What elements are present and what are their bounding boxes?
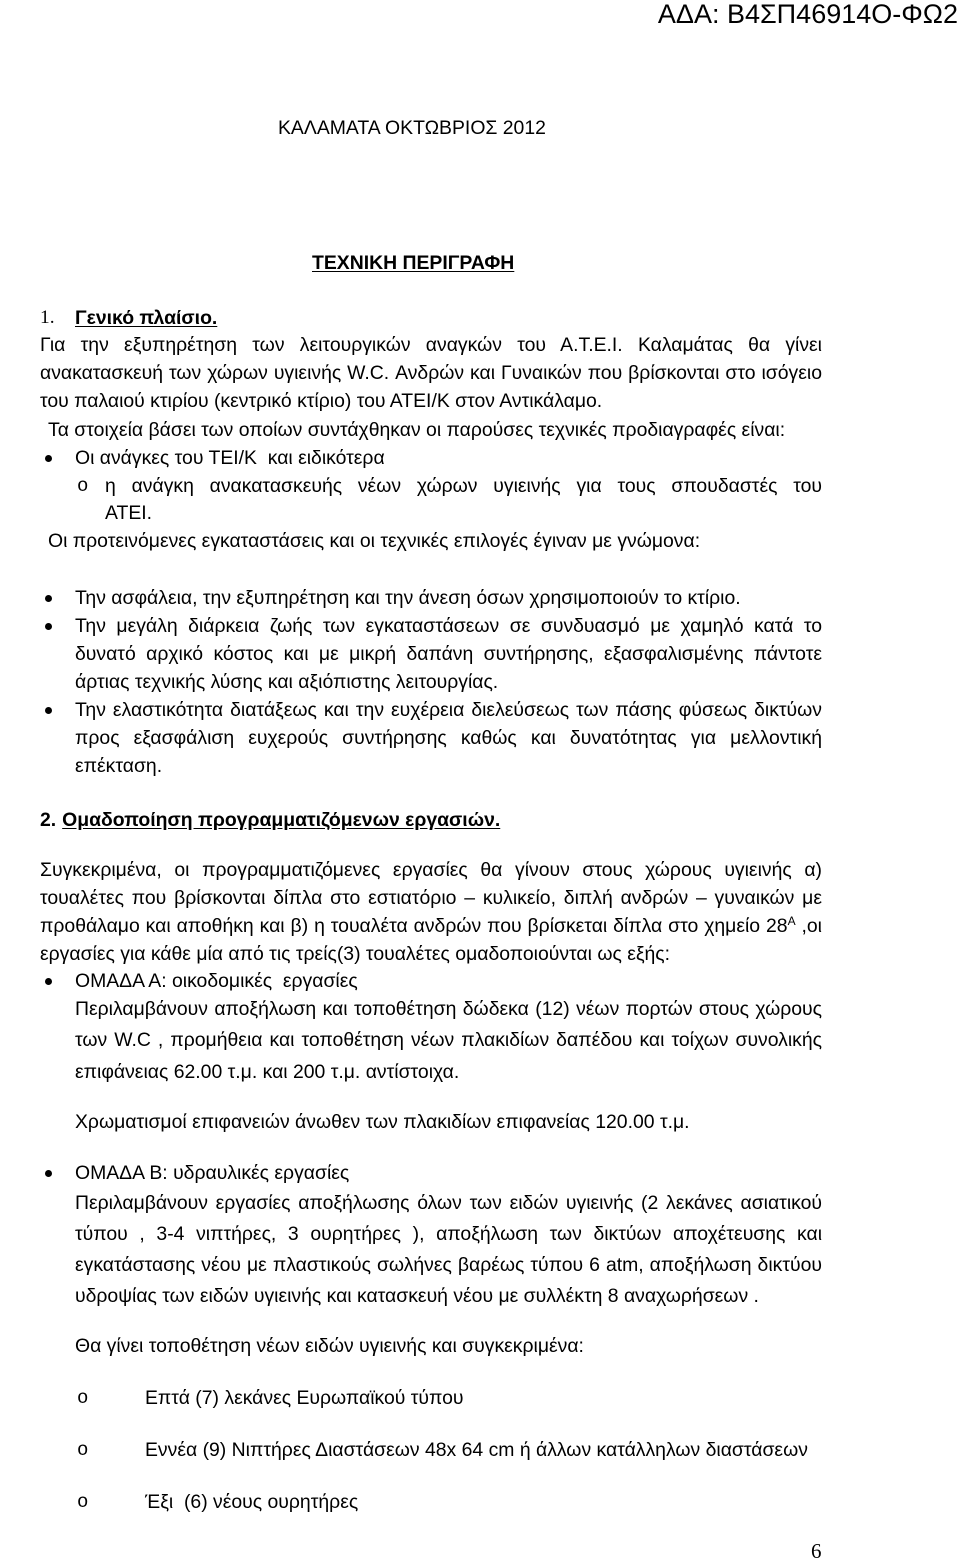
- list-marker: o: [77, 1439, 89, 1461]
- paragraph-line: του παλαιού κτιρίου (κεντρικό κτίριο) του ΑΤΕΙ/Κ στον Αντικάλαμο.: [40, 390, 603, 412]
- section-2-heading: Ομαδοποίηση προγραμματιζόμενων εργασιών.: [62, 809, 501, 831]
- paragraph-line: Για την εξυπηρέτηση των λειτουργικών αναγκών του Α.Τ.Ε.Ι. Καλαμάτας θα γίνει: [40, 334, 822, 356]
- place-date: ΚΑΛΑΜΑΤΑ ΟΚΤΩΒΡΙΟΣ 2012: [278, 117, 546, 139]
- superscript: Α: [787, 914, 796, 928]
- paragraph-line: ανακατασκευή των χώρων υγιεινής W.C. Ανδρών και Γυναικών που βρίσκονται στο ισόγειο: [40, 362, 822, 384]
- fixture-item: Έξι (6) νέους ουρητήρες: [145, 1491, 359, 1513]
- needs-item: Οι ανάγκες του ΤΕΙ/Κ και ειδικότερα: [75, 447, 385, 469]
- group-a-line: επιφάνειας 62.00 τ.μ. και 200 τ.μ. αντίστοιχα.: [75, 1061, 460, 1083]
- bullet-icon: [45, 707, 52, 714]
- group-b-line: υδροψίας των ειδών υγιεινής και κατασκευή νέου με συλλέκτη 8 αναχωρήσεων .: [75, 1285, 759, 1307]
- criteria-item-line: Την μεγάλη διάρκεια ζωής των εγκαταστάσεων σε συνδυασμό με χαμηλό κατά το: [75, 615, 822, 637]
- fixtures-lead: Θα γίνει τοποθέτηση νέων ειδών υγιεινής και συγκεκριμένα:: [75, 1335, 584, 1357]
- criteria-item-line: προς εξασφάλιση ευχερούς συντήρησης καθώς και δυνατότητας για μελλοντική: [75, 727, 822, 749]
- fixture-item: Επτά (7) λεκάνες Ευρωπαϊκού τύπου: [145, 1387, 464, 1409]
- group-b-line: Περιλαμβάνουν εργασίες αποξήλωσης όλων των ειδών υγιεινής (2 λεκάνες ασιατικού: [75, 1192, 822, 1214]
- paragraph-line: εργασίες για κάθε μία από τις τρείς(3) τουαλέτες ομαδοποιούνται ως εξής:: [40, 943, 671, 965]
- group-a-line: των W.C , προμήθεια και τοποθέτηση νέων πλακιδίων δαπέδου και τοίχων συνολικής: [75, 1029, 822, 1051]
- group-b-line: τύπου , 3-4 νιπτήρες, 3 ουρητήρες ), αποξήλωση των δικτύων αποχέτευσης και: [75, 1223, 822, 1245]
- bullet-icon: [45, 1170, 52, 1177]
- paragraph-line: [40, 912, 822, 940]
- list-marker: o: [77, 475, 89, 497]
- group-a-painting: Χρωματισμοί επιφανειών άνωθεν των πλακιδίων επιφανείας 120.00 τ.μ.: [75, 1111, 690, 1133]
- paragraph-line: τουαλέτες που βρίσκονται δίπλα στο εστιατόριο – κυλικείο, διπλή ανδρών – γυναικών με: [40, 887, 822, 909]
- bullet-icon: [45, 978, 52, 985]
- bullet-icon: [45, 623, 52, 630]
- page-number: 6: [811, 1539, 822, 1563]
- bullet-icon: [45, 595, 52, 602]
- list-marker: o: [77, 1387, 89, 1409]
- paragraph-text: ,οι: [795, 915, 822, 937]
- paragraph-line: Συγκεκριμένα, οι προγραμματιζόμενες εργασίες θα γίνουν στους χώρους υγιεινής α): [40, 859, 822, 881]
- document-title: ΤΕΧΝΙΚΗ ΠΕΡΙΓΡΑΦΗ: [312, 252, 515, 274]
- ada-code: ΑΔΑ: Β4ΣΠ46914Ο-ΦΩ2: [657, 0, 958, 29]
- group-a-title: ΟΜΑΔΑ Α: οικοδομικές εργασίες: [75, 970, 358, 992]
- needs-subitem-line: η ανάγκη ανακατασκευής νέων χώρων υγιεινής για τους σπουδαστές του: [105, 475, 822, 497]
- list-marker: o: [77, 1491, 89, 1513]
- criteria-item-line: άρτιας τεχνικής λύσης και αξιόπιστης λειτουργίας.: [75, 671, 499, 693]
- criteria-item-line: δυνατό αρχικό κόστος και με μικρή δαπάνη συντήρησης, εξασφαλισμένης πάντοτε: [75, 643, 822, 665]
- criteria-lead: Οι προτεινόμενες εγκαταστάσεις και οι τεχνικές επιλογές έγιναν με γνώμονα:: [48, 530, 701, 552]
- criteria-item-line: Την ασφάλεια, την εξυπηρέτηση και την άνεση όσων χρησιμοποιούν το κτίριο.: [75, 587, 741, 609]
- section-2-number: 2.: [40, 809, 57, 831]
- criteria-item-line: Την ελαστικότητα διατάξεως και την ευχέρεια διελεύσεως των πάσης φύσεως δικτύων: [75, 699, 822, 721]
- needs-subitem-line: ΑΤΕΙ.: [105, 502, 153, 524]
- section-1-heading: Γενικό πλαίσιο.: [75, 307, 218, 329]
- section-2-heading-row: [40, 806, 500, 834]
- group-b-line: εγκατάστασης νέου με πλαστικούς σωλήνες βαρέως τύπου 6 atm, αποξήλωση δικτύου: [75, 1254, 822, 1276]
- group-b-title: ΟΜΑΔΑ Β: υδραυλικές εργασίες: [75, 1162, 350, 1184]
- bullet-icon: [45, 455, 52, 462]
- paragraph-text: προθάλαμο και αποθήκη και β) η τουαλέτα ανδρών που βρίσκεται δίπλα στο χημείο 28: [40, 915, 788, 937]
- criteria-item-line: επέκταση.: [75, 755, 163, 777]
- section-1-number: 1.: [40, 307, 55, 328]
- basis-lead: Τα στοιχεία βάσει των οποίων συντάχθηκαν οι παρούσες τεχνικές προδιαγραφές είναι:: [48, 419, 786, 441]
- group-a-line: Περιλαμβάνουν αποξήλωση και τοποθέτηση δώδεκα (12) νέων πορτών στους χώρους: [75, 998, 822, 1020]
- fixture-item: Εννέα (9) Νιπτήρες Διαστάσεων 48x 64 cm ή άλλων κατάλληλων διαστάσεων: [145, 1439, 808, 1461]
